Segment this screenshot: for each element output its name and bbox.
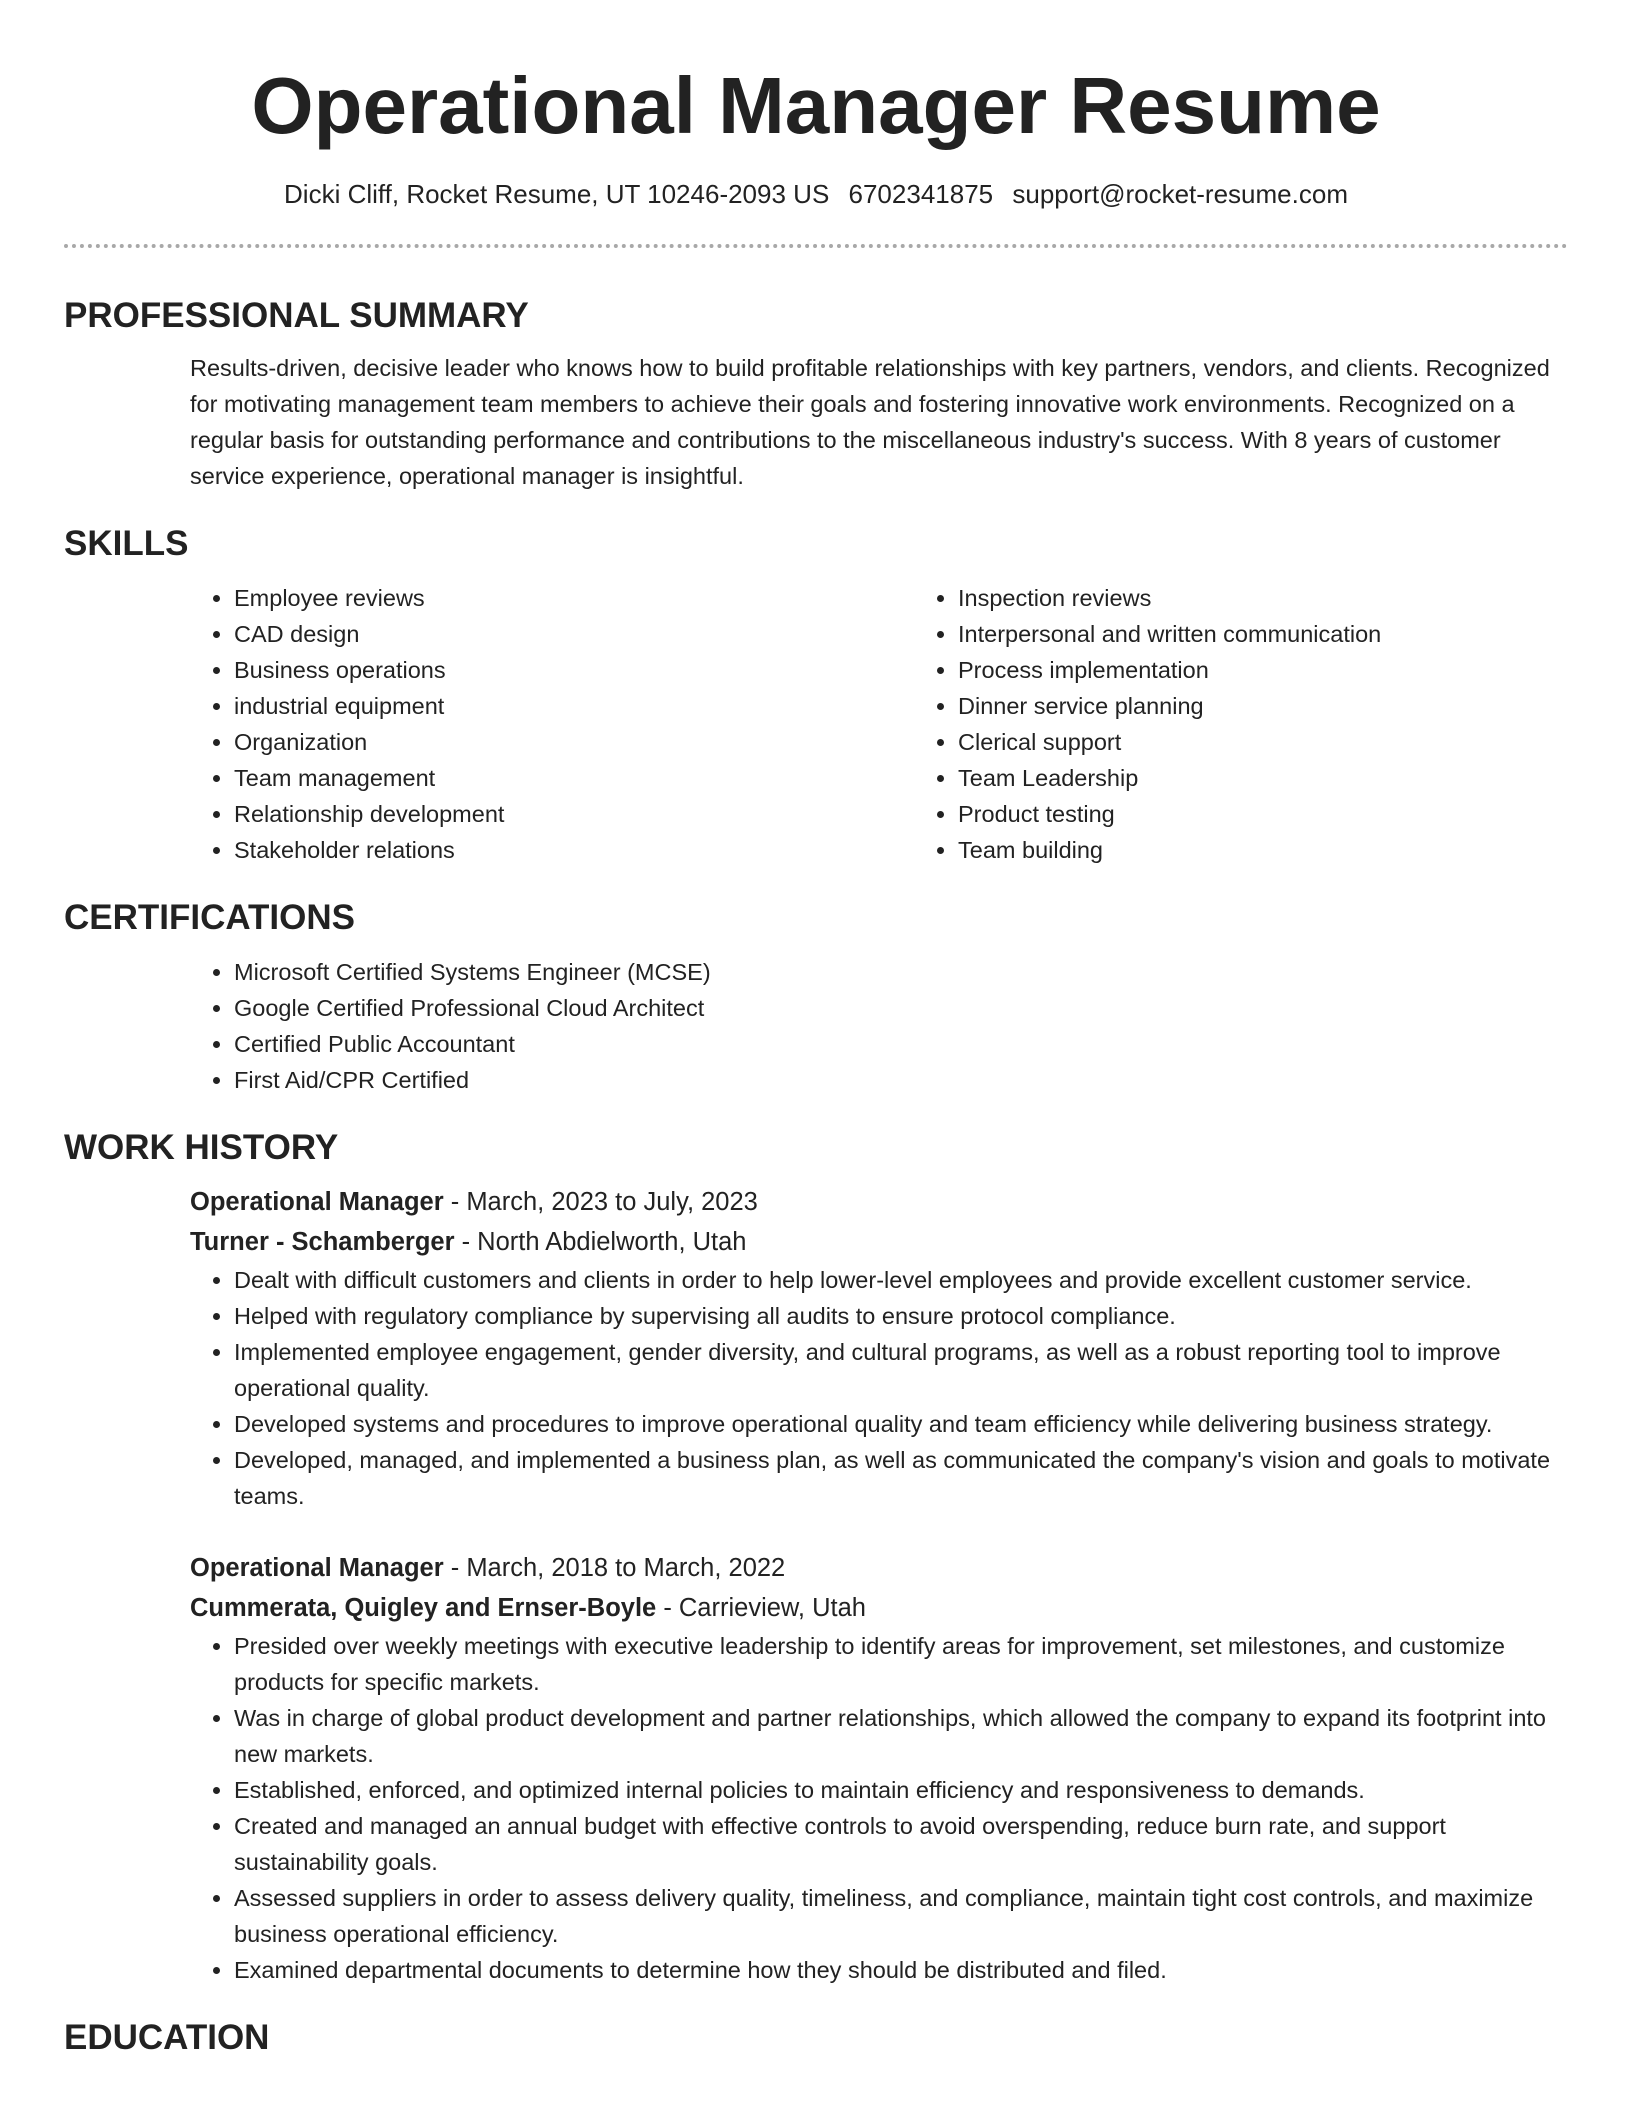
job-title: Operational Manager (190, 1188, 444, 1216)
skill-item: • Relationship development (234, 796, 914, 832)
skill-item: • industrial equipment (234, 688, 914, 724)
contact-phone: 6702341875 (848, 179, 994, 209)
skill-item: • Stakeholder relations (234, 832, 914, 868)
job-bullet: • Helped with regulatory compliance by supervising all audits to ensure protocol compliance. (234, 1298, 1568, 1334)
job-title-line (190, 1182, 1568, 1222)
job-bullet: • Examined departmental documents to determine how they should be distributed and filed. (234, 1952, 1568, 1988)
resume-title: Operational Manager Resume (251, 61, 1381, 150)
summary-text: Results-driven, decisive leader who knows how to build profitable relationships with key partners, vendors, and clients. Recognized for motivating management team members to achieve their goals and fostering innovative work environments. Recognized on a regular basis for outstanding performance and contributions to the miscellaneous industry's success. With 8 years of customer service experience, operational manager is insightful. (190, 355, 1550, 489)
job-bullet: • Developed systems and procedures to improve operational quality and team efficiency while delivering business strategy. (234, 1406, 1568, 1442)
skill-item: • Process implementation (958, 652, 1381, 688)
job-entry (190, 1182, 1568, 1514)
summary-section (64, 294, 1568, 494)
skills-grid (190, 580, 1568, 868)
job-bullet: • Developed, managed, and implemented a business plan, as well as communicated the company's vision and goals to motivate teams. (234, 1442, 1568, 1514)
job-bullets (190, 1262, 1568, 1514)
skill-item: • CAD design (234, 616, 914, 652)
job-company: Turner - Schamberger (190, 1228, 455, 1256)
skills-left-list (190, 580, 914, 868)
skill-item: • Dinner service planning (958, 688, 1381, 724)
certification-item: • First Aid/CPR Certified (234, 1062, 1568, 1098)
skill-item: • Team management (234, 760, 914, 796)
job-location: - North Abdielworth, Utah (454, 1228, 747, 1256)
job-entry (190, 1548, 1568, 1988)
work-history-heading: WORK HISTORY (64, 1128, 339, 1167)
job-company: Cummerata, Quigley and Ernser-Boyle (190, 1594, 657, 1622)
job-bullet: • Assessed suppliers in order to assess delivery quality, timeliness, and compliance, maintain tight cost controls, and maximize business operational efficiency. (234, 1880, 1568, 1952)
job-dates: - March, 2018 to March, 2022 (443, 1554, 786, 1582)
certifications-heading: CERTIFICATIONS (64, 898, 356, 937)
job-bullet: • Presided over weekly meetings with executive leadership to identify areas for improvement, set milestones, and customize products for specific markets. (234, 1628, 1568, 1700)
work-history-section (64, 1126, 1568, 1988)
contact-line (64, 176, 1568, 212)
skill-item: • Organization (234, 724, 914, 760)
skill-item: • Product testing (958, 796, 1381, 832)
skill-item: • Business operations (234, 652, 914, 688)
job-location: - Carrieview, Utah (656, 1594, 866, 1622)
contact-email: support@rocket-resume.com (1012, 179, 1348, 209)
job-company-line (190, 1222, 1568, 1262)
certification-item: • Microsoft Certified Systems Engineer (MCSE) (234, 954, 1568, 990)
skills-heading: SKILLS (64, 524, 189, 563)
job-title-line (190, 1548, 1568, 1588)
job-company-line (190, 1588, 1568, 1628)
skill-item: • Team Leadership (958, 760, 1381, 796)
certification-item: • Certified Public Accountant (234, 1026, 1568, 1062)
certifications-section (64, 896, 1568, 1098)
job-bullets (190, 1628, 1568, 1988)
certifications-list (190, 954, 1568, 1098)
summary-heading: PROFESSIONAL SUMMARY (64, 296, 529, 335)
education-heading: EDUCATION (64, 2018, 270, 2057)
skill-item: • Team building (958, 832, 1381, 868)
job-bullet: • Dealt with difficult customers and clients in order to help lower-level employees and provide excellent customer service. (234, 1262, 1568, 1298)
skill-item: • Clerical support (958, 724, 1381, 760)
job-bullet: • Established, enforced, and optimized internal policies to maintain efficiency and responsiveness to demands. (234, 1772, 1568, 1808)
skill-item: • Inspection reviews (958, 580, 1381, 616)
skills-right-list (914, 580, 1381, 868)
header-divider (64, 244, 1568, 248)
skills-section (64, 522, 1568, 868)
job-title: Operational Manager (190, 1554, 444, 1582)
job-dates: - March, 2023 to July, 2023 (443, 1188, 758, 1216)
contact-address: Dicki Cliff, Rocket Resume, UT 10246-2093 US (284, 179, 830, 209)
job-bullet: • Created and managed an annual budget with effective controls to avoid overspending, reduce burn rate, and support sustainability goals. (234, 1808, 1568, 1880)
skill-item: • Employee reviews (234, 580, 914, 616)
skill-item: • Interpersonal and written communication (958, 616, 1381, 652)
education-section (64, 2016, 1568, 2060)
job-bullet: • Was in charge of global product development and partner relationships, which allowed the company to expand its footprint into new markets. (234, 1700, 1568, 1772)
job-bullet: • Implemented employee engagement, gender diversity, and cultural programs, as well as a robust reporting tool to improve operational quality. (234, 1334, 1568, 1406)
certification-item: • Google Certified Professional Cloud Architect (234, 990, 1568, 1026)
